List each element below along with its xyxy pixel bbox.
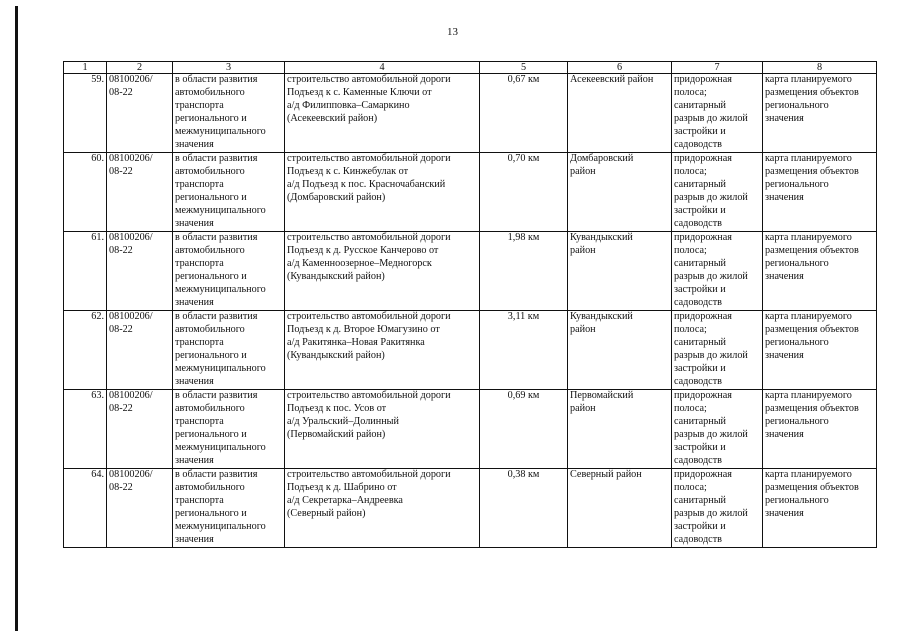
object-description: строительство автомобильной дороги Подъезд к д. Русское Канчерово от а/д Каменноозерное–Медногорск (Кувандыкский район) bbox=[285, 232, 480, 311]
object-zone: придорожная полоса; санитарный разрыв до жилой застройки и садоводств bbox=[672, 390, 763, 469]
table-row bbox=[64, 74, 877, 153]
object-document: карта планируемого размещения объектов регионального значения bbox=[763, 311, 877, 390]
row-number: 63. bbox=[64, 390, 107, 469]
object-area: в области развития автомобильного транспорта регионального и межмуниципального значения bbox=[173, 74, 285, 153]
row-number: 62. bbox=[64, 311, 107, 390]
object-description: строительство автомобильной дороги Подъезд к с. Каменные Ключи от а/д Филипповка–Самаркино (Асекеевский район) bbox=[285, 74, 480, 153]
table-row bbox=[64, 153, 877, 232]
object-code: 08100206/ 08-22 bbox=[107, 153, 173, 232]
object-district: Домбаровский район bbox=[568, 153, 672, 232]
object-zone: придорожная полоса; санитарный разрыв до жилой застройки и садоводств bbox=[672, 74, 763, 153]
column-header: 2 bbox=[107, 62, 173, 74]
object-code: 08100206/ 08-22 bbox=[107, 390, 173, 469]
object-zone: придорожная полоса; санитарный разрыв до жилой застройки и садоводств bbox=[672, 153, 763, 232]
object-area: в области развития автомобильного транспорта регионального и межмуниципального значения bbox=[173, 153, 285, 232]
object-document: карта планируемого размещения объектов регионального значения bbox=[763, 153, 877, 232]
object-area: в области развития автомобильного транспорта регионального и межмуниципального значения bbox=[173, 469, 285, 548]
object-description: строительство автомобильной дороги Подъезд к д. Шабрино от а/д Секретарка–Андреевка (Северный район) bbox=[285, 469, 480, 548]
object-length: 3,11 км bbox=[480, 311, 568, 390]
object-length: 0,67 км bbox=[480, 74, 568, 153]
object-area: в области развития автомобильного транспорта регионального и межмуниципального значения bbox=[173, 390, 285, 469]
object-description: строительство автомобильной дороги Подъезд к с. Кинжебулак от а/д Подъезд к пос. Красночабанский (Домбаровский район) bbox=[285, 153, 480, 232]
column-header: 4 bbox=[285, 62, 480, 74]
object-description: строительство автомобильной дороги Подъезд к пос. Усов от а/д Уральский–Долинный (Первомайский район) bbox=[285, 390, 480, 469]
row-number: 60. bbox=[64, 153, 107, 232]
object-district: Кувандыкский район bbox=[568, 311, 672, 390]
object-document: карта планируемого размещения объектов регионального значения bbox=[763, 390, 877, 469]
table-row bbox=[64, 390, 877, 469]
column-header: 1 bbox=[64, 62, 107, 74]
object-zone: придорожная полоса; санитарный разрыв до жилой застройки и садоводств bbox=[672, 232, 763, 311]
object-code: 08100206/ 08-22 bbox=[107, 469, 173, 548]
object-document: карта планируемого размещения объектов регионального значения bbox=[763, 74, 877, 153]
column-header: 5 bbox=[480, 62, 568, 74]
table-header-row bbox=[64, 62, 877, 74]
object-code: 08100206/ 08-22 bbox=[107, 311, 173, 390]
column-header: 6 bbox=[568, 62, 672, 74]
object-area: в области развития автомобильного транспорта регионального и межмуниципального значения bbox=[173, 232, 285, 311]
object-district: Асекеевский район bbox=[568, 74, 672, 153]
table-row bbox=[64, 311, 877, 390]
table-row bbox=[64, 469, 877, 548]
object-district: Кувандыкский район bbox=[568, 232, 672, 311]
page-number: 13 bbox=[447, 26, 458, 38]
object-length: 0,38 км bbox=[480, 469, 568, 548]
object-code: 08100206/ 08-22 bbox=[107, 74, 173, 153]
object-zone: придорожная полоса; санитарный разрыв до жилой застройки и садоводств bbox=[672, 311, 763, 390]
object-zone: придорожная полоса; санитарный разрыв до жилой застройки и садоводств bbox=[672, 469, 763, 548]
object-description: строительство автомобильной дороги Подъезд к д. Второе Юмагузино от а/д Ракитянка–Новая Ракитянка (Кувандыкский район) bbox=[285, 311, 480, 390]
row-number: 59. bbox=[64, 74, 107, 153]
object-length: 0,70 км bbox=[480, 153, 568, 232]
row-number: 64. bbox=[64, 469, 107, 548]
page-edge-bar bbox=[15, 6, 18, 631]
object-district: Первомайский район bbox=[568, 390, 672, 469]
object-document: карта планируемого размещения объектов регионального значения bbox=[763, 232, 877, 311]
table-row bbox=[64, 232, 877, 311]
row-number: 61. bbox=[64, 232, 107, 311]
object-area: в области развития автомобильного транспорта регионального и межмуниципального значения bbox=[173, 311, 285, 390]
object-code: 08100206/ 08-22 bbox=[107, 232, 173, 311]
object-length: 1,98 км bbox=[480, 232, 568, 311]
object-length: 0,69 км bbox=[480, 390, 568, 469]
column-header: 3 bbox=[173, 62, 285, 74]
objects-table bbox=[63, 61, 877, 548]
column-header: 7 bbox=[672, 62, 763, 74]
object-document: карта планируемого размещения объектов регионального значения bbox=[763, 469, 877, 548]
column-header: 8 bbox=[763, 62, 877, 74]
object-district: Северный район bbox=[568, 469, 672, 548]
